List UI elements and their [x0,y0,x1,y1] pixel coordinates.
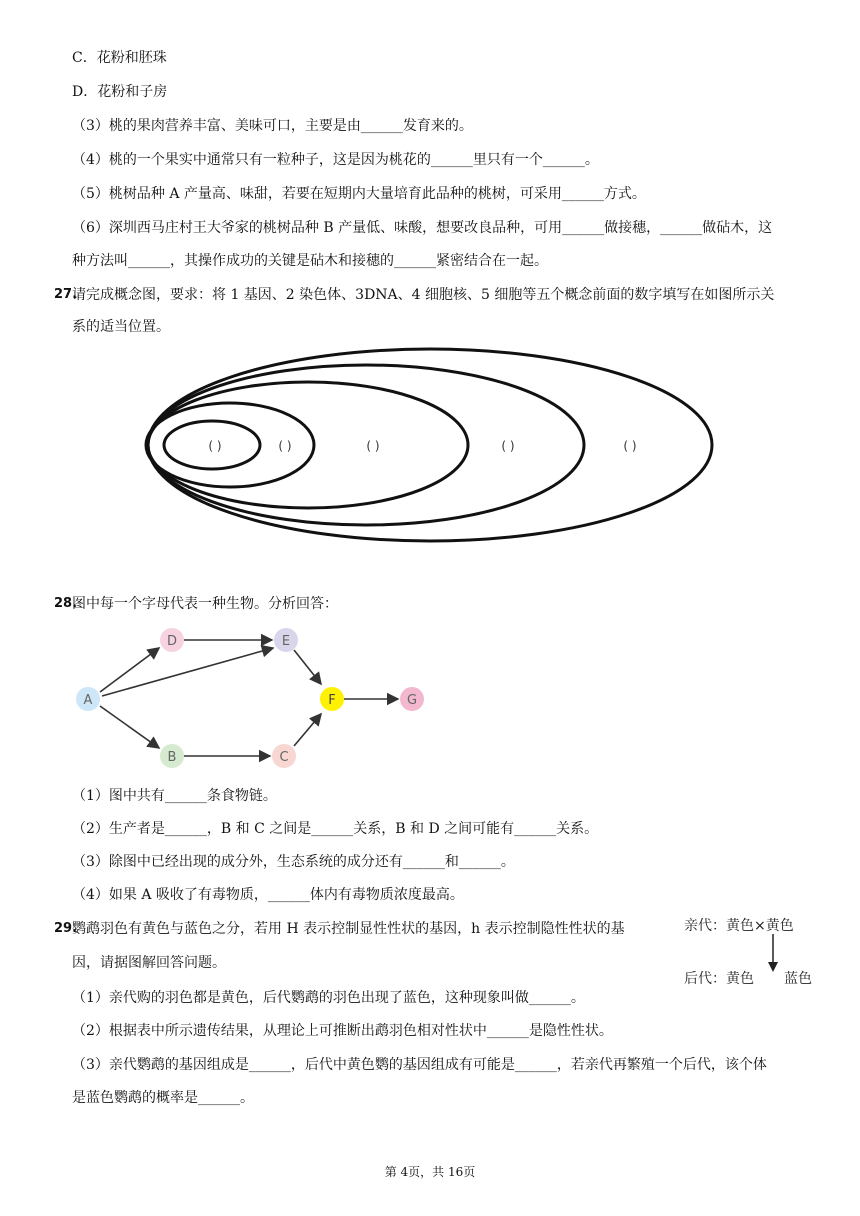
node-c-label: C [279,750,289,765]
option-d: D．花粉和子房 [72,84,168,100]
arrow-a-d [100,648,159,692]
q27-stem-line1: 请完成概念图，要求：将 1 基因、2 染色体、3DNA、4 细胞核、5 细胞等五个概念前面的数字填写在如图所示关 [72,287,775,303]
q26-sub6-line1: （6）深圳西马庄村王大爷家的桃树品种 B 产量低、味酸，想要改良品种，可用______做接穗，______做砧木，这 [72,220,773,236]
q27-number: 27. [54,287,78,302]
blank-1: ( ) [208,439,222,453]
arrow-c-f [294,714,321,746]
q29-number: 29. [54,921,78,936]
q29-sub2: （2）根据表中所示遗传结果，从理论上可推断出鹉羽色相对性状中______是隐性性状。 [72,1023,613,1039]
node-e-label: E [281,634,291,649]
q29-sub1: （1）亲代购的羽色都是黄色，后代鹦鹉的羽色出现了蓝色，这种现象叫做______。 [72,990,585,1006]
node-a-label: A [83,693,93,708]
diagram-parent: 亲代：黄色×黄色 [684,918,794,934]
q28-sub4: （4）如果 A 吸收了有毒物质，______体内有毒物质浓度最高。 [72,887,464,903]
ellipse-level-3 [148,382,468,508]
q28-number: 28. [54,596,78,611]
heredity-diagram [684,912,824,992]
q26-sub5: （5）桃树品种 A 产量高、味甜，若要在短期内大量培育此品种的桃树，可采用______方式。 [72,186,646,202]
arrow-e-f [294,650,321,684]
blank-4: ( ) [501,439,515,453]
diagram-offspring-blue: 蓝色 [784,971,812,987]
q29-stem-line2: 因，请据图解回答问题。 [72,955,226,971]
q26-sub3: （3）桃的果肉营养丰富、美味可口，主要是由______发育来的。 [72,118,473,134]
food-web-diagram [70,622,440,774]
q27-stem-line2: 系的适当位置。 [72,319,170,335]
q29-sub3-line2: 是蓝色鹦鹉的概率是______。 [72,1090,254,1106]
q28-sub3: （3）除图中已经出现的成分外，生态系统的成分还有______和______。 [72,854,515,870]
q26-sub6-line2: 种方法叫______，其操作成功的关键是砧木和接穗的______紧密结合在一起。 [72,253,548,269]
node-b-label: B [167,750,177,765]
arrow-a-b [100,706,159,748]
q26-sub4: （4）桃的一个果实中通常只有一粒种子，这是因为桃花的______里只有一个______。 [72,152,599,168]
node-f-label: F [328,693,336,708]
blank-2: ( ) [278,439,292,453]
q29-stem-line1: 鹦鹉羽色有黄色与蓝色之分，若用 H 表示控制显性性状的基因，h 表示控制隐性性状的基 [72,921,625,937]
node-d-label: D [166,634,178,649]
q28-sub1: （1）图中共有______条食物链。 [72,788,277,804]
q28-stem: 图中每一个字母代表一种生物。分析回答： [72,596,338,612]
page-footer: 第 4页，共 16页 [384,1165,476,1179]
q28-sub2: （2）生产者是______，B 和 C 之间是______关系，B 和 D 之间可能有______关系。 [72,821,599,837]
concept-map-diagram [140,345,720,555]
q29-sub3-line1: （3）亲代鹦鹉的基因组成是______，后代中黄色鹦的基因组成有可能是______，若亲代再繁殖一个后代，该个体 [72,1057,767,1073]
down-arrow-icon [768,934,778,974]
diagram-offspring-label: 后代：黄色 [684,971,754,987]
blank-5: ( ) [623,439,637,453]
node-g-label: G [406,693,418,708]
blank-3: ( ) [366,439,380,453]
option-c: C．花粉和胚珠 [72,50,167,66]
